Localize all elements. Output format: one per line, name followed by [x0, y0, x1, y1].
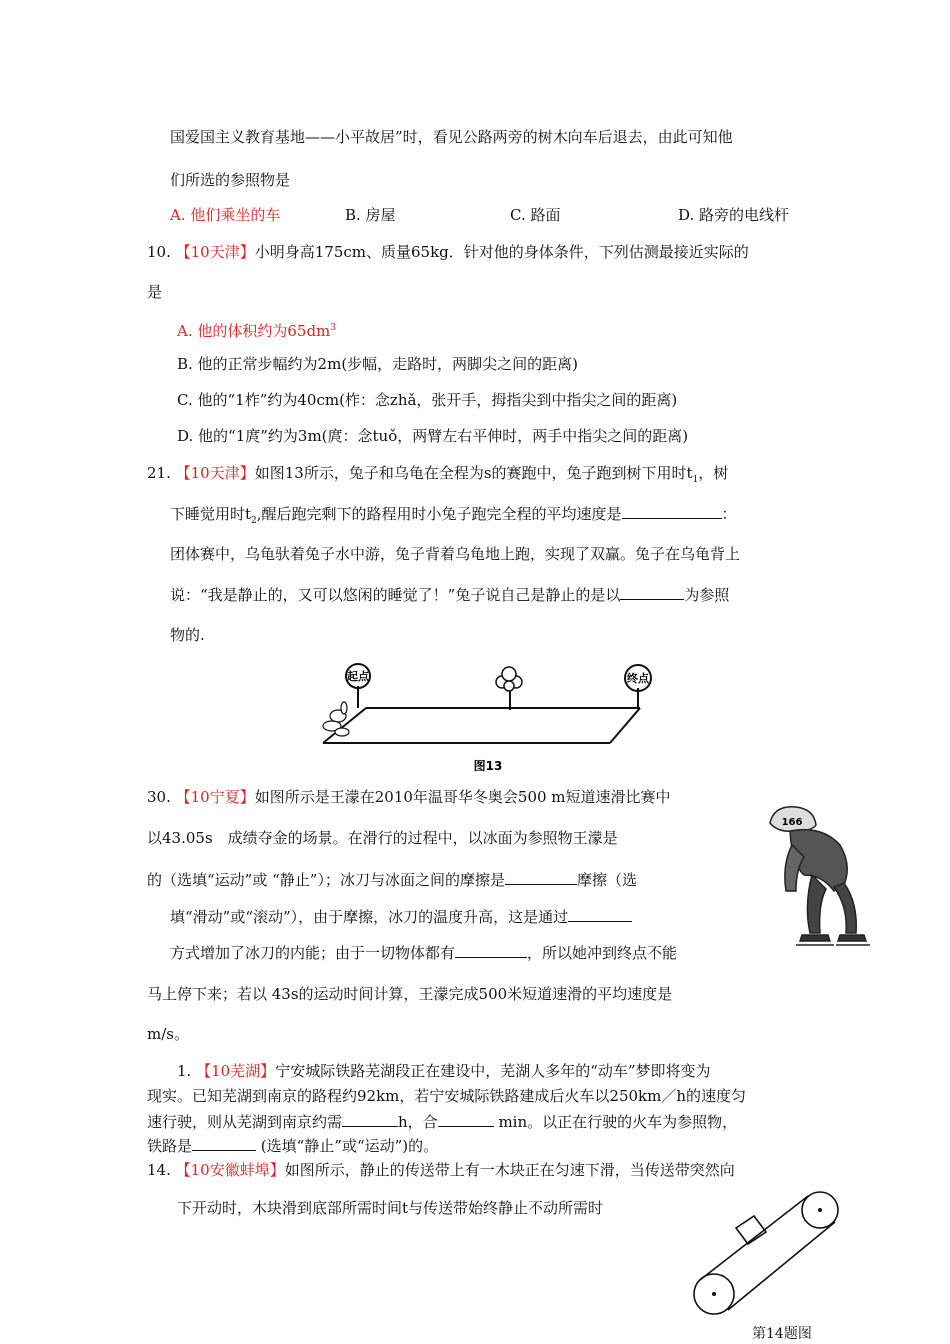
source-tag: 【10天津】 [175, 243, 255, 261]
q30-line5: 方式增加了冰刀的内能；由于一切物体都有 ，所以她冲到终点不能 [170, 944, 678, 962]
source-tag: 【10芜湖】 [196, 1062, 276, 1080]
q10-option-a: A. 他的体积约为$65dm^3$ [177, 322, 337, 340]
answer-blank[interactable] [455, 942, 527, 958]
figure-13-race [318, 658, 658, 776]
q21-line2: 下睡觉用时$t_2$,醒后跑完剩下的路程用时小兔子跑完全程的平均速度是 ： [170, 505, 737, 526]
q21-line5: 物的. [170, 626, 205, 644]
q9-option-c: C. 路面 [510, 206, 561, 224]
q30-line6: 马上停下来；若以 43s的运动时间计算，王濛完成500米短道速滑的平均速度是 [147, 985, 673, 1003]
q9-line1: 国爱国主义教育基地——小平故居”时，看见公路两旁的树木向车后退去，由此可知他 [170, 128, 733, 146]
question-number: 21. [147, 464, 171, 482]
source-tag: 【10宁夏】 [175, 788, 255, 806]
q1-line1: 1. 【10芜湖】宁安城际铁路芜湖段正在建设中，芜湖人多年的“动车”梦即将变为 [177, 1062, 711, 1080]
q14-line1: 14. 【10安徽蚌埠】如图所示，静止的传送带上有一木块正在匀速下滑，当传送带突然向 [147, 1161, 735, 1179]
q9-line2: 们所选的参照物是 [170, 171, 291, 189]
answer-blank[interactable] [192, 1135, 256, 1151]
source-tag: 【10天津】 [175, 464, 255, 482]
q10-option-b: B. 他的正常步幅约为2m(步幅，走路时，两脚尖之间的距离) [177, 355, 579, 373]
question-number: 14. [147, 1161, 171, 1179]
q10-stem-cont: 是 [147, 283, 163, 301]
q10-stem [147, 242, 749, 262]
start-label: 起点 [347, 670, 369, 683]
answer-blank[interactable] [620, 584, 684, 600]
speed-skater-image [752, 795, 870, 955]
figure-caption: 图13 [473, 759, 503, 773]
q10-option-d: D. 他的“1庹”约为3m(庹：念tuǒ，两臂左右平伸时，两手中指尖之间的距离) [177, 427, 689, 445]
question-number: 30. [147, 788, 171, 806]
answer-blank[interactable] [438, 1111, 494, 1127]
q30-line1: 30. 【10宁夏】如图所示是王濛在2010年温哥华冬奥会500 m短道速滑比赛中 [147, 788, 671, 806]
source-tag: 【10安徽蚌埠】 [175, 1161, 285, 1179]
q21-line3: 团体赛中，乌龟驮着兔子水中游，兔子背着乌龟地上跑，实现了双赢。兔子在乌龟背上 [170, 545, 741, 563]
q10-option-c: C. 他的“1柞”约为40cm(柞：念zhǎ，张开手，拇指尖到中指尖之间的距离) [177, 391, 678, 409]
q30-line7: m/s。 [147, 1025, 189, 1043]
q9-option-b: B. 房屋 [345, 206, 396, 224]
answer-blank[interactable] [622, 503, 722, 519]
q1-line4: 铁路是 (选填“静止”或“运动”)的。 [147, 1137, 439, 1155]
q30-line4: 填“滑动”或“滚动”），由于摩擦，冰刀的温度升高，这是通过 [170, 906, 632, 927]
conveyor-belt-figure [690, 1188, 850, 1320]
q9-option-a: A. 他们乘坐的车 [170, 206, 281, 224]
question-number: 1. [177, 1062, 192, 1080]
q21-line1: 21. 【10天津】如图13所示，兔子和乌龟在全程为s的赛跑中，兔子跑到树下用时$t_1$，树 [147, 464, 729, 485]
tree-icon [496, 667, 522, 691]
answer-blank[interactable] [342, 1111, 398, 1127]
q30-line3: 的（选填“运动”或 “静止”）；冰刀与冰面之间的摩擦是 摩擦（选 [147, 871, 637, 889]
answer-blank[interactable] [505, 869, 577, 885]
helmet-number: 166 [781, 817, 803, 828]
question-number: 10. [147, 243, 171, 261]
rabbit-icon [323, 702, 349, 736]
q14-line2: 下开动时，木块滑到底部所需时间t与传送带始终静止不动所需时 [177, 1199, 604, 1217]
q30-line2: 以43.05s 成绩夺金的场景。在滑行的过程中，以冰面为参照物王濛是 [147, 829, 618, 847]
q21-line4: 说：“我是静止的，又可以悠闲的睡觉了！”兔子说自己是静止的是以 为参照 [170, 586, 730, 604]
q9-option-d: D. 路旁的电线杆 [678, 206, 790, 224]
end-label: 终点 [627, 672, 649, 685]
question-text: 小明身高175cm、质量65kg．针对他的身体条件，下列估测最接近实际的 [254, 243, 749, 261]
figure-14-caption: 第14题图 [752, 1326, 812, 1342]
q1-line2: 现实。已知芜湖到南京的路程约92km，若宁安城际铁路建成后火车以250km／h的速度匀 [147, 1087, 747, 1105]
q1-line3: 速行驶，则从芜湖到南京约需 h，合 min。以正在行驶的火车为参照物， [147, 1113, 738, 1131]
answer-blank[interactable] [568, 906, 632, 922]
